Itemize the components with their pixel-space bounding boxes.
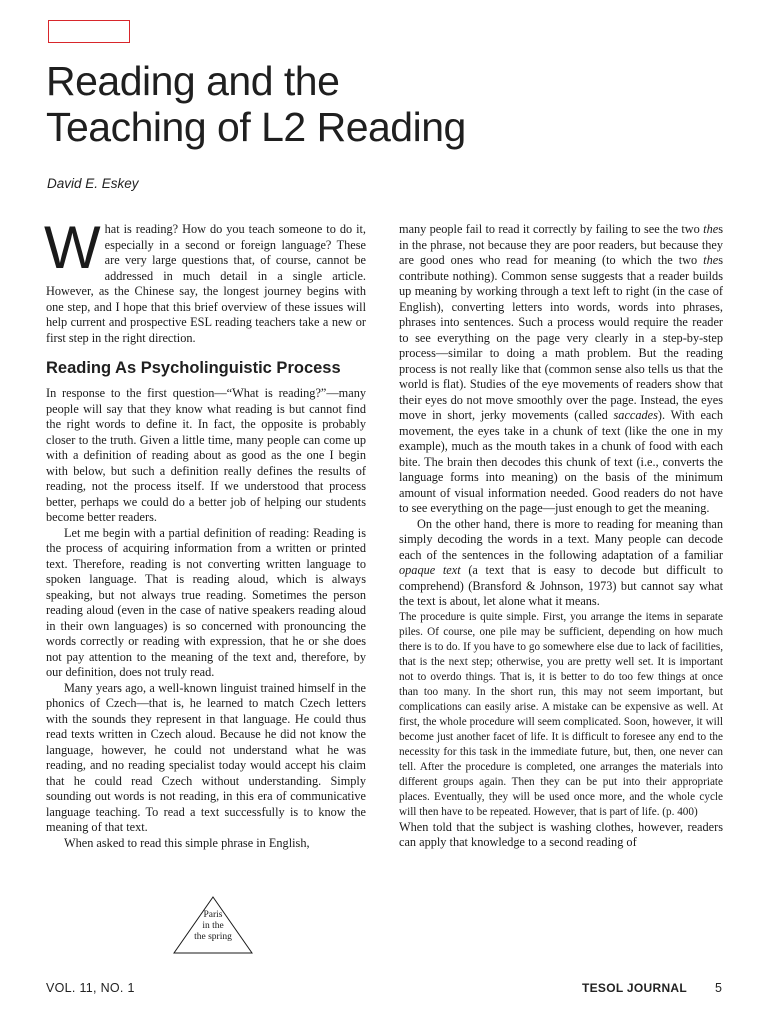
intro-paragraph	[44, 214, 366, 346]
header-red-box	[48, 20, 130, 43]
section-heading: Reading As Psycholinguistic Process	[46, 359, 341, 377]
body-paragraph-1: In response to the first question—“What is reading?”—many people will say that they know what reading is but cannot find the right words to define it. In fact, the opposite is probably closer to the truth. Given a little time, many people can come up with a definition of reading about as good as the one I begin with below, but such a definition really defines the results of reading, not the process itself. If we understood that process better, perhaps we could do a better job of helping our students become better readers.	[46, 386, 366, 524]
text-run: (a text that is easy to decode but difficult to comprehend) (Bransford & Johnson, 1973) but cannot say what the text is about, let alone what it means.	[399, 563, 723, 608]
emphasis: the	[703, 222, 719, 236]
text-run: ). With each movement, the eyes take in a chunk of text (like the one in my example), much as the mouth takes in a chunk of food with each bite. The brain then decodes this chunk of text (i.e., converts the language forms into meaning) on the basis of the minimum amount of visual information needed. Good readers do not have to see everything on the page—just enough to get the meaning.	[399, 408, 723, 515]
text-run: On the other hand, there is more to reading for meaning than simply decoding the words in a text. Many people can decode each of the sentences in the following adaptation of a familiar	[399, 516, 723, 562]
footer-volume: VOL. 11, NO. 1	[46, 981, 135, 995]
emphasis: the	[703, 253, 719, 267]
paris-triangle-figure	[173, 896, 245, 954]
right-column	[399, 222, 723, 851]
author-name: David E. Eskey	[47, 176, 139, 191]
footer-journal-name: TESOL JOURNAL	[582, 981, 688, 995]
body-paragraph-4: When asked to read this simple phrase in English,	[64, 835, 310, 850]
right-paragraph-3: When told that the subject is washing clothes, however, readers can apply that knowledge to a second reading of	[399, 819, 723, 849]
drop-cap: W	[44, 214, 101, 281]
body-paragraph-3: Many years ago, a well-known linguist trained himself in the phonics of Czech—that is, he learned to match Czech letters with the sounds they represent in that language. He could thus read texts written in Czech aloud. Because he did not know the language, however, he could not understand what he was reading, and no reading specialist today would accept his claim that he could read Czech without understanding. Simply sounding out words is not reading, in this era of communicative language teaching. To read a text successfully is to know the meaning of that text.	[46, 680, 366, 834]
emphasis: opaque text	[399, 563, 461, 577]
triangle-line-3: the spring	[194, 932, 232, 942]
triangle-line-2: in the	[202, 921, 224, 931]
text-run: many people fail to read it correctly by failing to see the two	[399, 222, 704, 236]
triangle-line-1: Paris	[203, 910, 223, 920]
intro-text: hat is reading? How do you teach someone to do it, especially in a second or foreign language? These are very large questions that, of course, cannot be addressed in much detail in a single article. However, as the Chinese say, the longest journey begins with one step, and I hope that this brief overview of these issues will help current and prospective ESL reading teachers take a new or first step in the right direction.	[46, 222, 366, 345]
body-paragraph-2: Let me begin with a partial definition of reading: Reading is the process of acquiring information from a written or printed text. Therefore, reading is not converting written language to spoken language. That is reading aloud, which is always speaking, but not always true reading. Sometimes the person reading aloud (even in the case of native speakers reading aloud in their own languages) is so concerned with pronouncing the words correctly or reading with expression, that he or she does not pay attention to the meaning of the text and, therefore, by our definition, does not truly read.	[46, 525, 366, 679]
title-line-1: Reading and the	[46, 58, 340, 104]
title-line-2: Teaching of L2 Reading	[46, 104, 466, 150]
text-run: s contribute nothing). Common sense suggests that a reader builds up meaning by working through a text left to right (in the case of English), converting letters into words, words into phrases, phrases into sentences. Such a process would require the reader to see everything on the page very clearly in a step-by-step process—similar to doing a math problem. But the reading process is not really like that (common sense also tells us that the world is flat). Studies of the eye movements of readers show that their eyes do not move smoothly over the page. Instead, the eyes move in short, jerky movements (called	[399, 253, 723, 422]
emphasis: saccades	[613, 408, 658, 422]
left-column	[44, 214, 366, 851]
block-quote: The procedure is quite simple. First, you arrange the items in separate piles. Of course, one pile may be sufficient, depending on how much there is to do. If you have to go somewhere else due to lack of facilities, that is the next step; otherwise, you are pretty well set. It is important not to overdo things. That is, it is better to do too few things at once than too many. In the short run, this may not seem important, but complications can easily arise. A mistake can be expensive as well. At first, the whole procedure will seem complicated. Soon, however, it will become just another facet of life. It is difficult to foresee any end to the necessity for this task in the immediate future, but, then, one never can tell. After the procedure is completed, one arranges the materials into different groups again. Then they can be put into their appropriate places. Eventually, they will be used once more, and the whole cycle will then have to be repeated. However, that is part of life. (p. 400)	[399, 610, 723, 818]
text-run: s in the phrase, not because they are poor readers, but because they are good ones who read for meaning (to which the two	[399, 222, 723, 267]
triangle-text	[173, 910, 253, 943]
right-paragraph-2	[399, 517, 723, 610]
right-paragraph-1	[399, 222, 723, 517]
footer-page-number: 5	[715, 981, 722, 995]
article-title	[46, 58, 726, 150]
